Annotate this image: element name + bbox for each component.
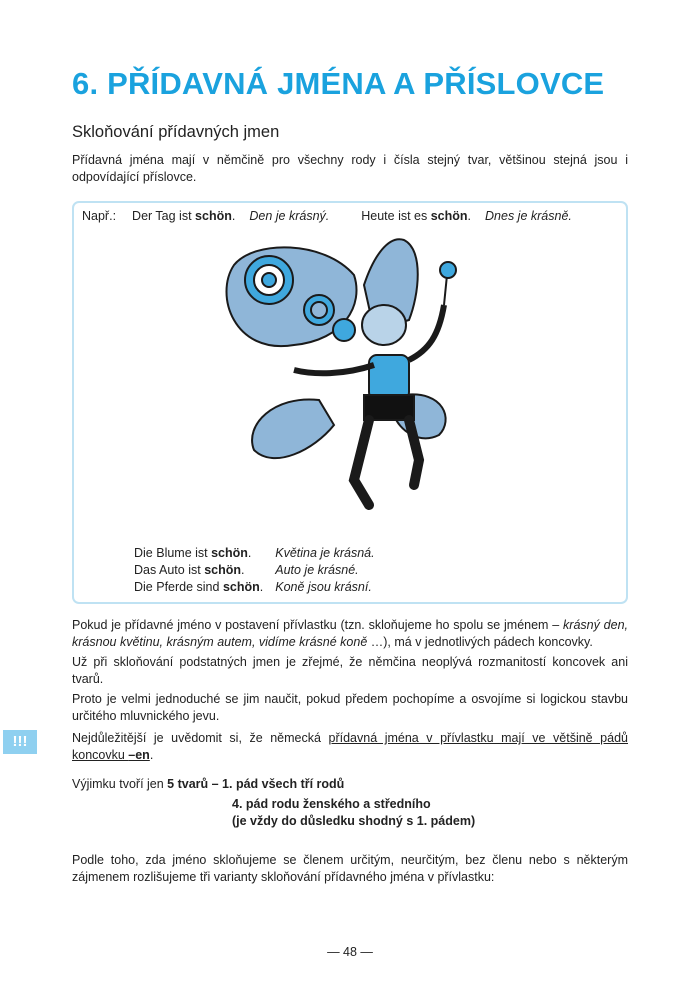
paragraph-attribute: Pokud je přídavné jméno v postavení přívlastku (tzn. skloňujeme ho spolu se jménem – krásný den, krásnou květinu, krásným autem, vidíme krásné koně …), má v jednotlivých pádech koncovky. xyxy=(72,618,628,649)
example-label: Např.: xyxy=(82,209,117,223)
example-translation: Květina je krásná. xyxy=(275,546,375,560)
content-column xyxy=(12,64,628,886)
example-sentence: Die Pferde sind schön. xyxy=(134,580,264,594)
example-translation: Den je krásný. xyxy=(249,209,330,223)
example-box xyxy=(72,201,628,604)
example-translation: Koně jsou krásní. xyxy=(275,580,372,594)
exception-line: Výjimku tvoří jen 5 tvarů – 1. pád všech tří rodů xyxy=(72,777,345,791)
butterfly-illustration xyxy=(214,235,494,535)
example-row xyxy=(74,203,626,225)
example-list xyxy=(74,545,626,602)
example-translation: Auto je krásné. xyxy=(275,563,359,577)
example-sentence: Das Auto ist schön. xyxy=(134,563,245,577)
exception-line-2: 4. pád rodu ženského a středního xyxy=(232,797,431,811)
paragraph-learning: Proto je velmi jednoduché se jim naučit, pokud předem pochopíme a osvojíme si logickou stavbu určitého mluvnického jevu. xyxy=(72,692,628,723)
illustration-area xyxy=(74,225,626,545)
page-title: 6. PŘÍDAVNÁ JMÉNA A PŘÍSLOVCE xyxy=(72,66,605,101)
example-sentence: Heute ist es schön. xyxy=(361,209,472,223)
intro-paragraph: Přídavná jména mají v němčině pro všechny rody i čísla stejný tvar, většinou stejná jsou i odpovídající příslovce. xyxy=(72,153,628,184)
important-badge: !!! xyxy=(3,730,37,754)
important-note: !!! Nejdůležitější je uvědomit si, že německá přídavná jména v přívlastku mají ve většině pádů koncovku –en. xyxy=(72,730,628,764)
exception-line-3: (je vždy do důsledku shodný s 1. pádem) xyxy=(232,814,476,828)
page-number: — 48 — xyxy=(327,945,373,959)
example-sentence: Der Tag ist schön. xyxy=(132,209,236,223)
paragraph-variants: Podle toho, zda jméno skloňujeme se členem určitým, neurčitým, bez členu nebo s některým zájmenem rozlišujeme tři varianty skloňování přídavného jména v přívlastku: xyxy=(72,853,628,884)
section-subtitle: Skloňování přídavných jmen xyxy=(72,123,280,141)
paragraph-declension: Už při skloňování podstatných jmen je zřejmé, že němčina neoplývá rozmanitostí koncovek ani tvarů. xyxy=(72,655,628,686)
example-sentence: Die Blume ist schön. xyxy=(134,546,252,560)
example-translation: Dnes je krásně. xyxy=(485,209,572,223)
